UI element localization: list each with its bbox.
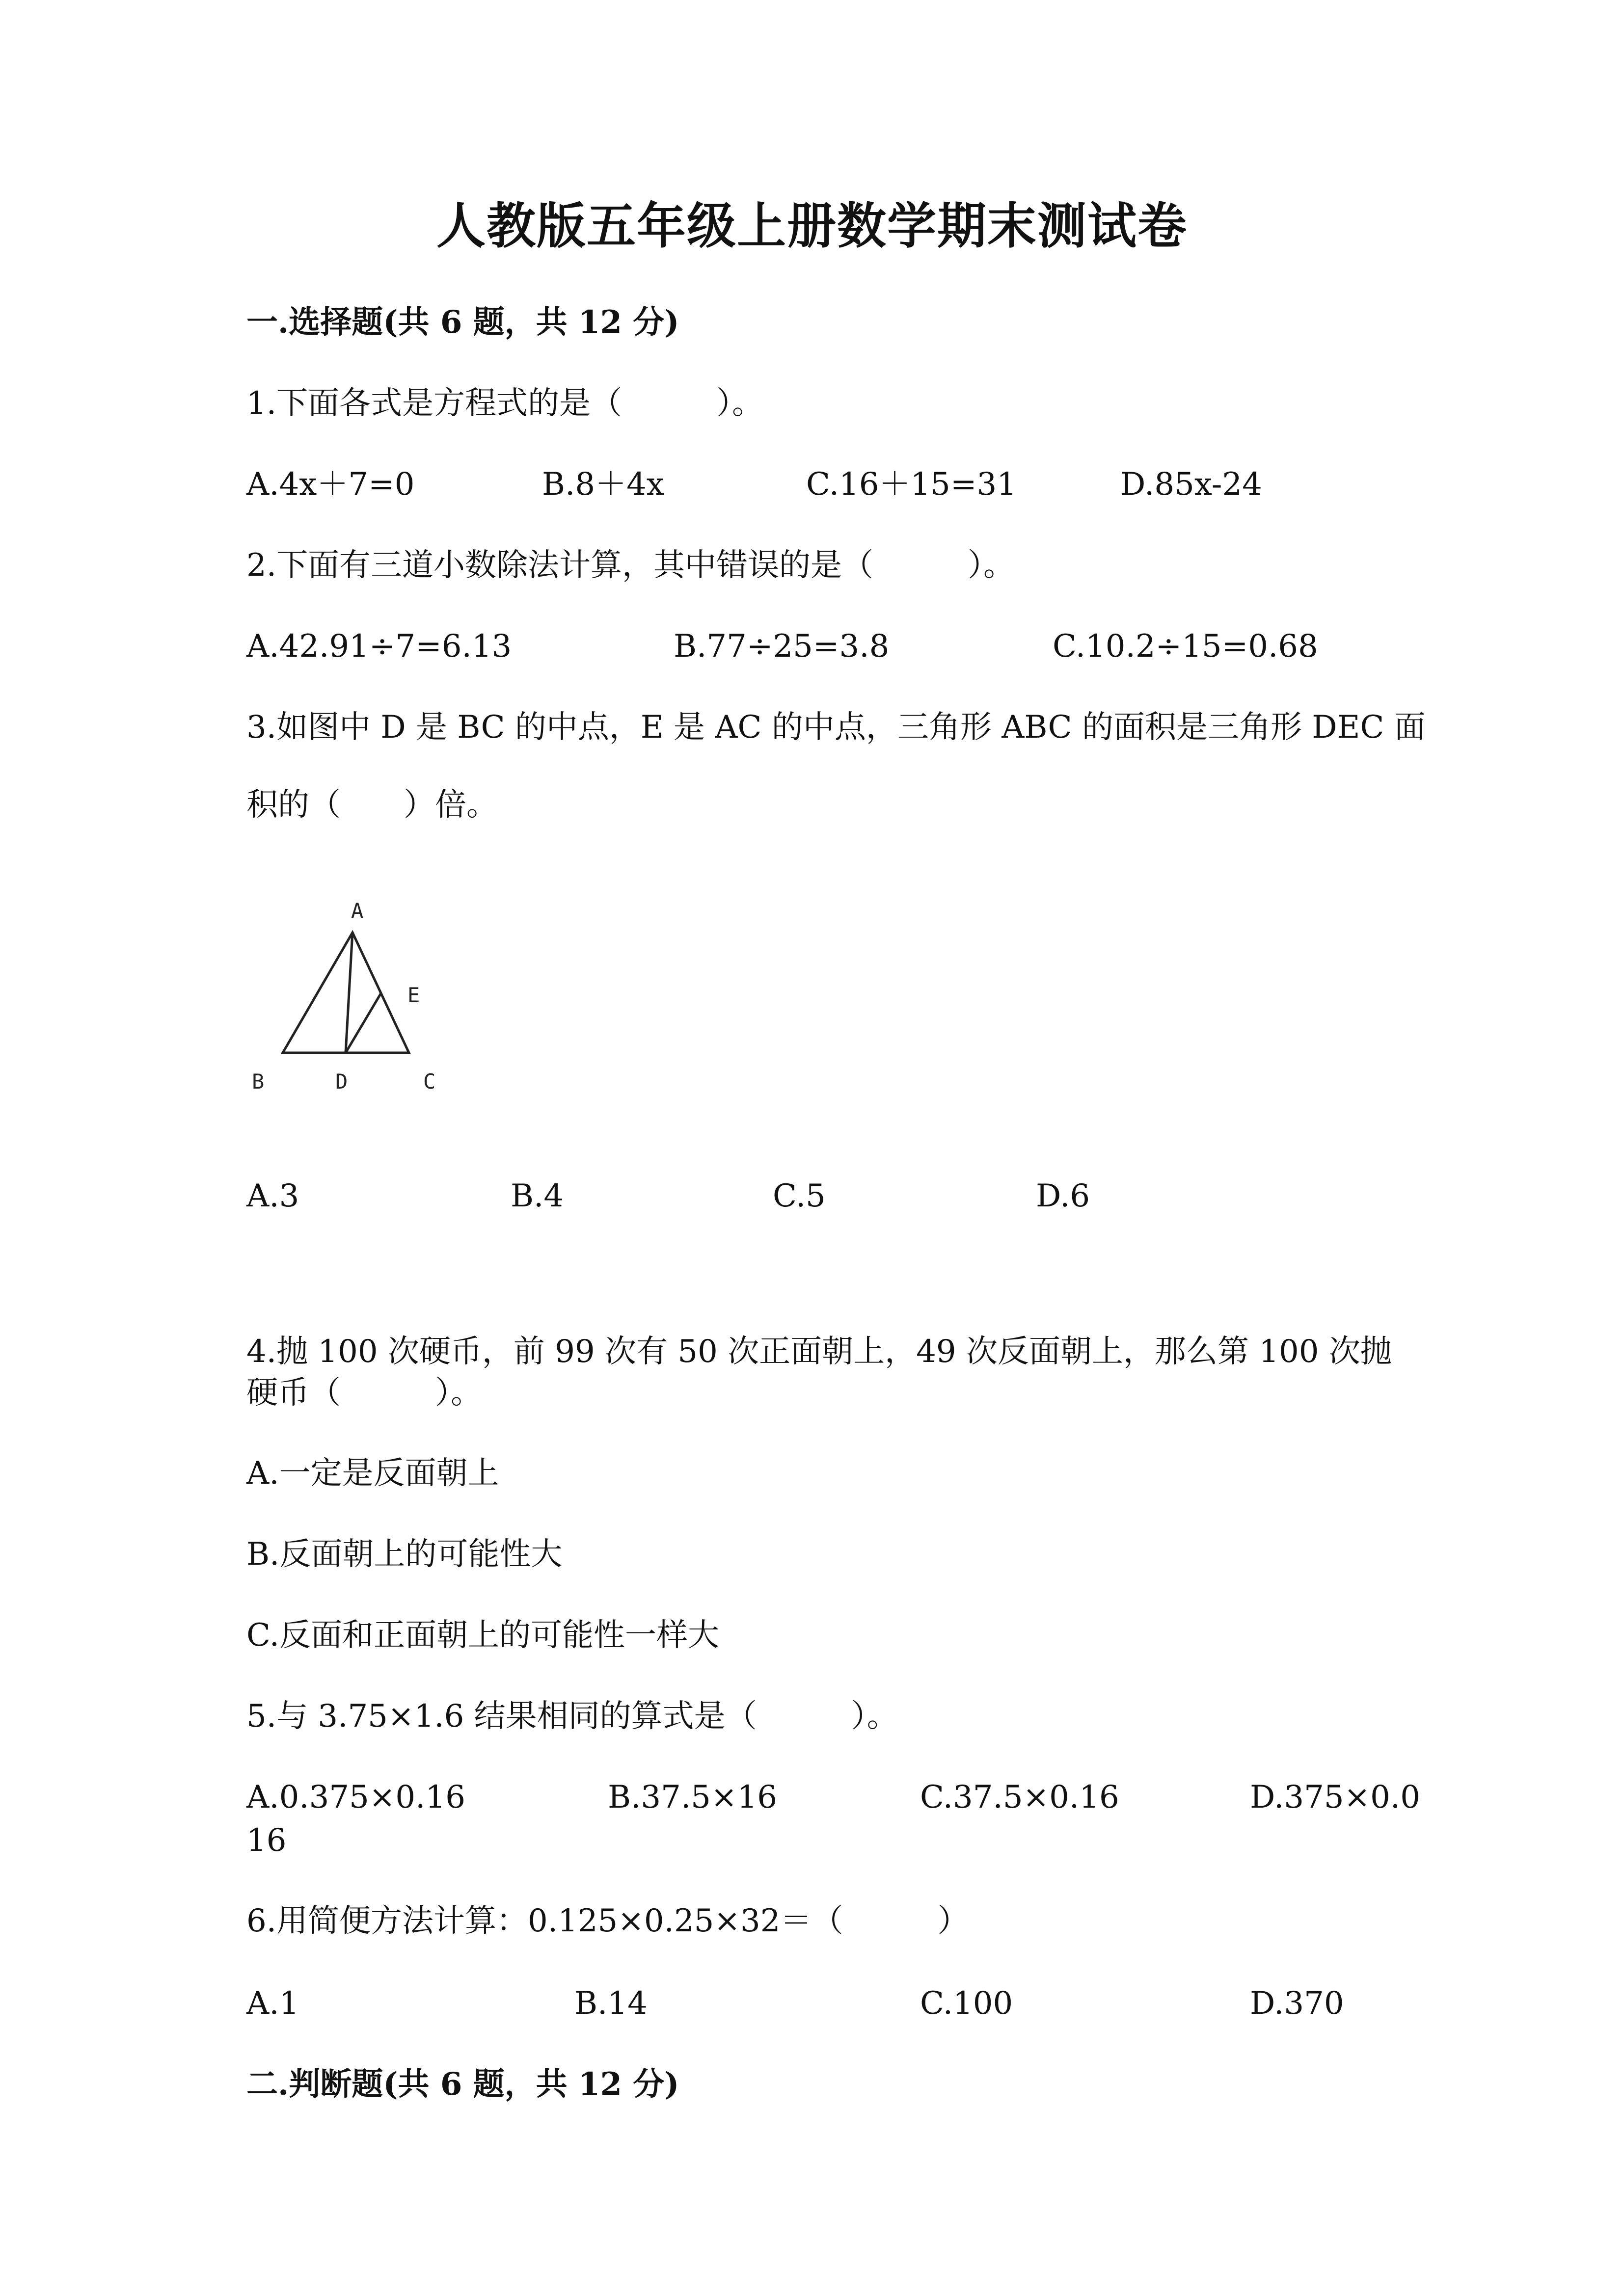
question-1-stem: 1.下面各式是方程式的是（ ）。 [246,385,764,422]
vertex-label-a: A [351,899,364,923]
question-5-option-d: D.375×0.0 [1250,1779,1420,1815]
question-6-option-a: A.1 [246,1985,299,2022]
question-6-option-d: D.370 [1250,1985,1344,2022]
question-4-option-b: B.反面朝上的可能性大 [246,1536,563,1573]
question-4-option-a: A.一定是反面朝上 [246,1455,499,1492]
vertex-label-e: E [407,983,420,1007]
question-3-option-d: D.6 [1036,1178,1090,1214]
question-1-option-b: B.8＋4x [542,466,664,503]
question-2-option-c: C.10.2÷15=0.68 [1053,628,1318,665]
question-4-stem-line-2: 硬币（ ）。 [246,1375,482,1411]
question-3-option-c: C.5 [773,1178,826,1214]
question-4-option-c: C.反面和正面朝上的可能性一样大 [246,1617,720,1654]
segment-de [346,992,381,1053]
question-6-option-c: C.100 [920,1985,1013,2022]
vertex-label-d: D [335,1069,348,1094]
question-6-stem: 6.用简便方法计算：0.125×0.25×32＝（ ） [246,1903,969,1939]
question-5-stem: 5.与 3.75×1.6 结果相同的算式是（ ）。 [246,1698,898,1735]
question-3-option-a: A.3 [246,1178,299,1214]
question-2-stem: 2.下面有三道小数除法计算，其中错误的是（ ）。 [246,547,1015,584]
section-heading-judgment: 二.判断题(共 6 题，共 12 分) [246,2066,679,2103]
triangle-diagram [241,888,466,1109]
question-6-option-b: B.14 [574,1985,648,2022]
question-3-stem-line-1: 3.如图中 D 是 BC 的中点，E 是 AC 的中点，三角形 ABC 的面积是三角形 DEC 面 [246,709,1426,746]
question-5-option-a: A.0.375×0.16 [246,1779,465,1815]
question-2-option-b: B.77÷25=3.8 [674,628,890,665]
question-3-stem-line-2: 积的（ ）倍。 [246,787,498,823]
question-1-option-a: A.4x＋7=0 [246,466,415,503]
question-4-stem-line-1: 4.抛 100 次硬币，前 99 次有 50 次正面朝上，49 次反面朝上，那么第 100 次抛 [246,1334,1392,1370]
vertex-label-b: B [252,1069,265,1094]
question-1-option-d: D.85x-24 [1120,466,1262,503]
section-heading-choice: 一.选择题(共 6 题，共 12 分) [246,304,679,341]
question-5-option-d-wrap: 16 [246,1822,287,1859]
question-2-option-a: A.42.91÷7=6.13 [246,628,512,665]
question-1-option-c: C.16＋15=31 [806,466,1017,503]
segment-ad [346,933,352,1053]
question-3-option-b: B.4 [511,1178,564,1214]
question-5-option-c: C.37.5×0.16 [920,1779,1119,1815]
question-5-option-b: B.37.5×16 [608,1779,777,1815]
vertex-label-c: C [423,1069,436,1094]
page-title: 人教版五年级上册数学期末测试卷 [436,197,1188,255]
